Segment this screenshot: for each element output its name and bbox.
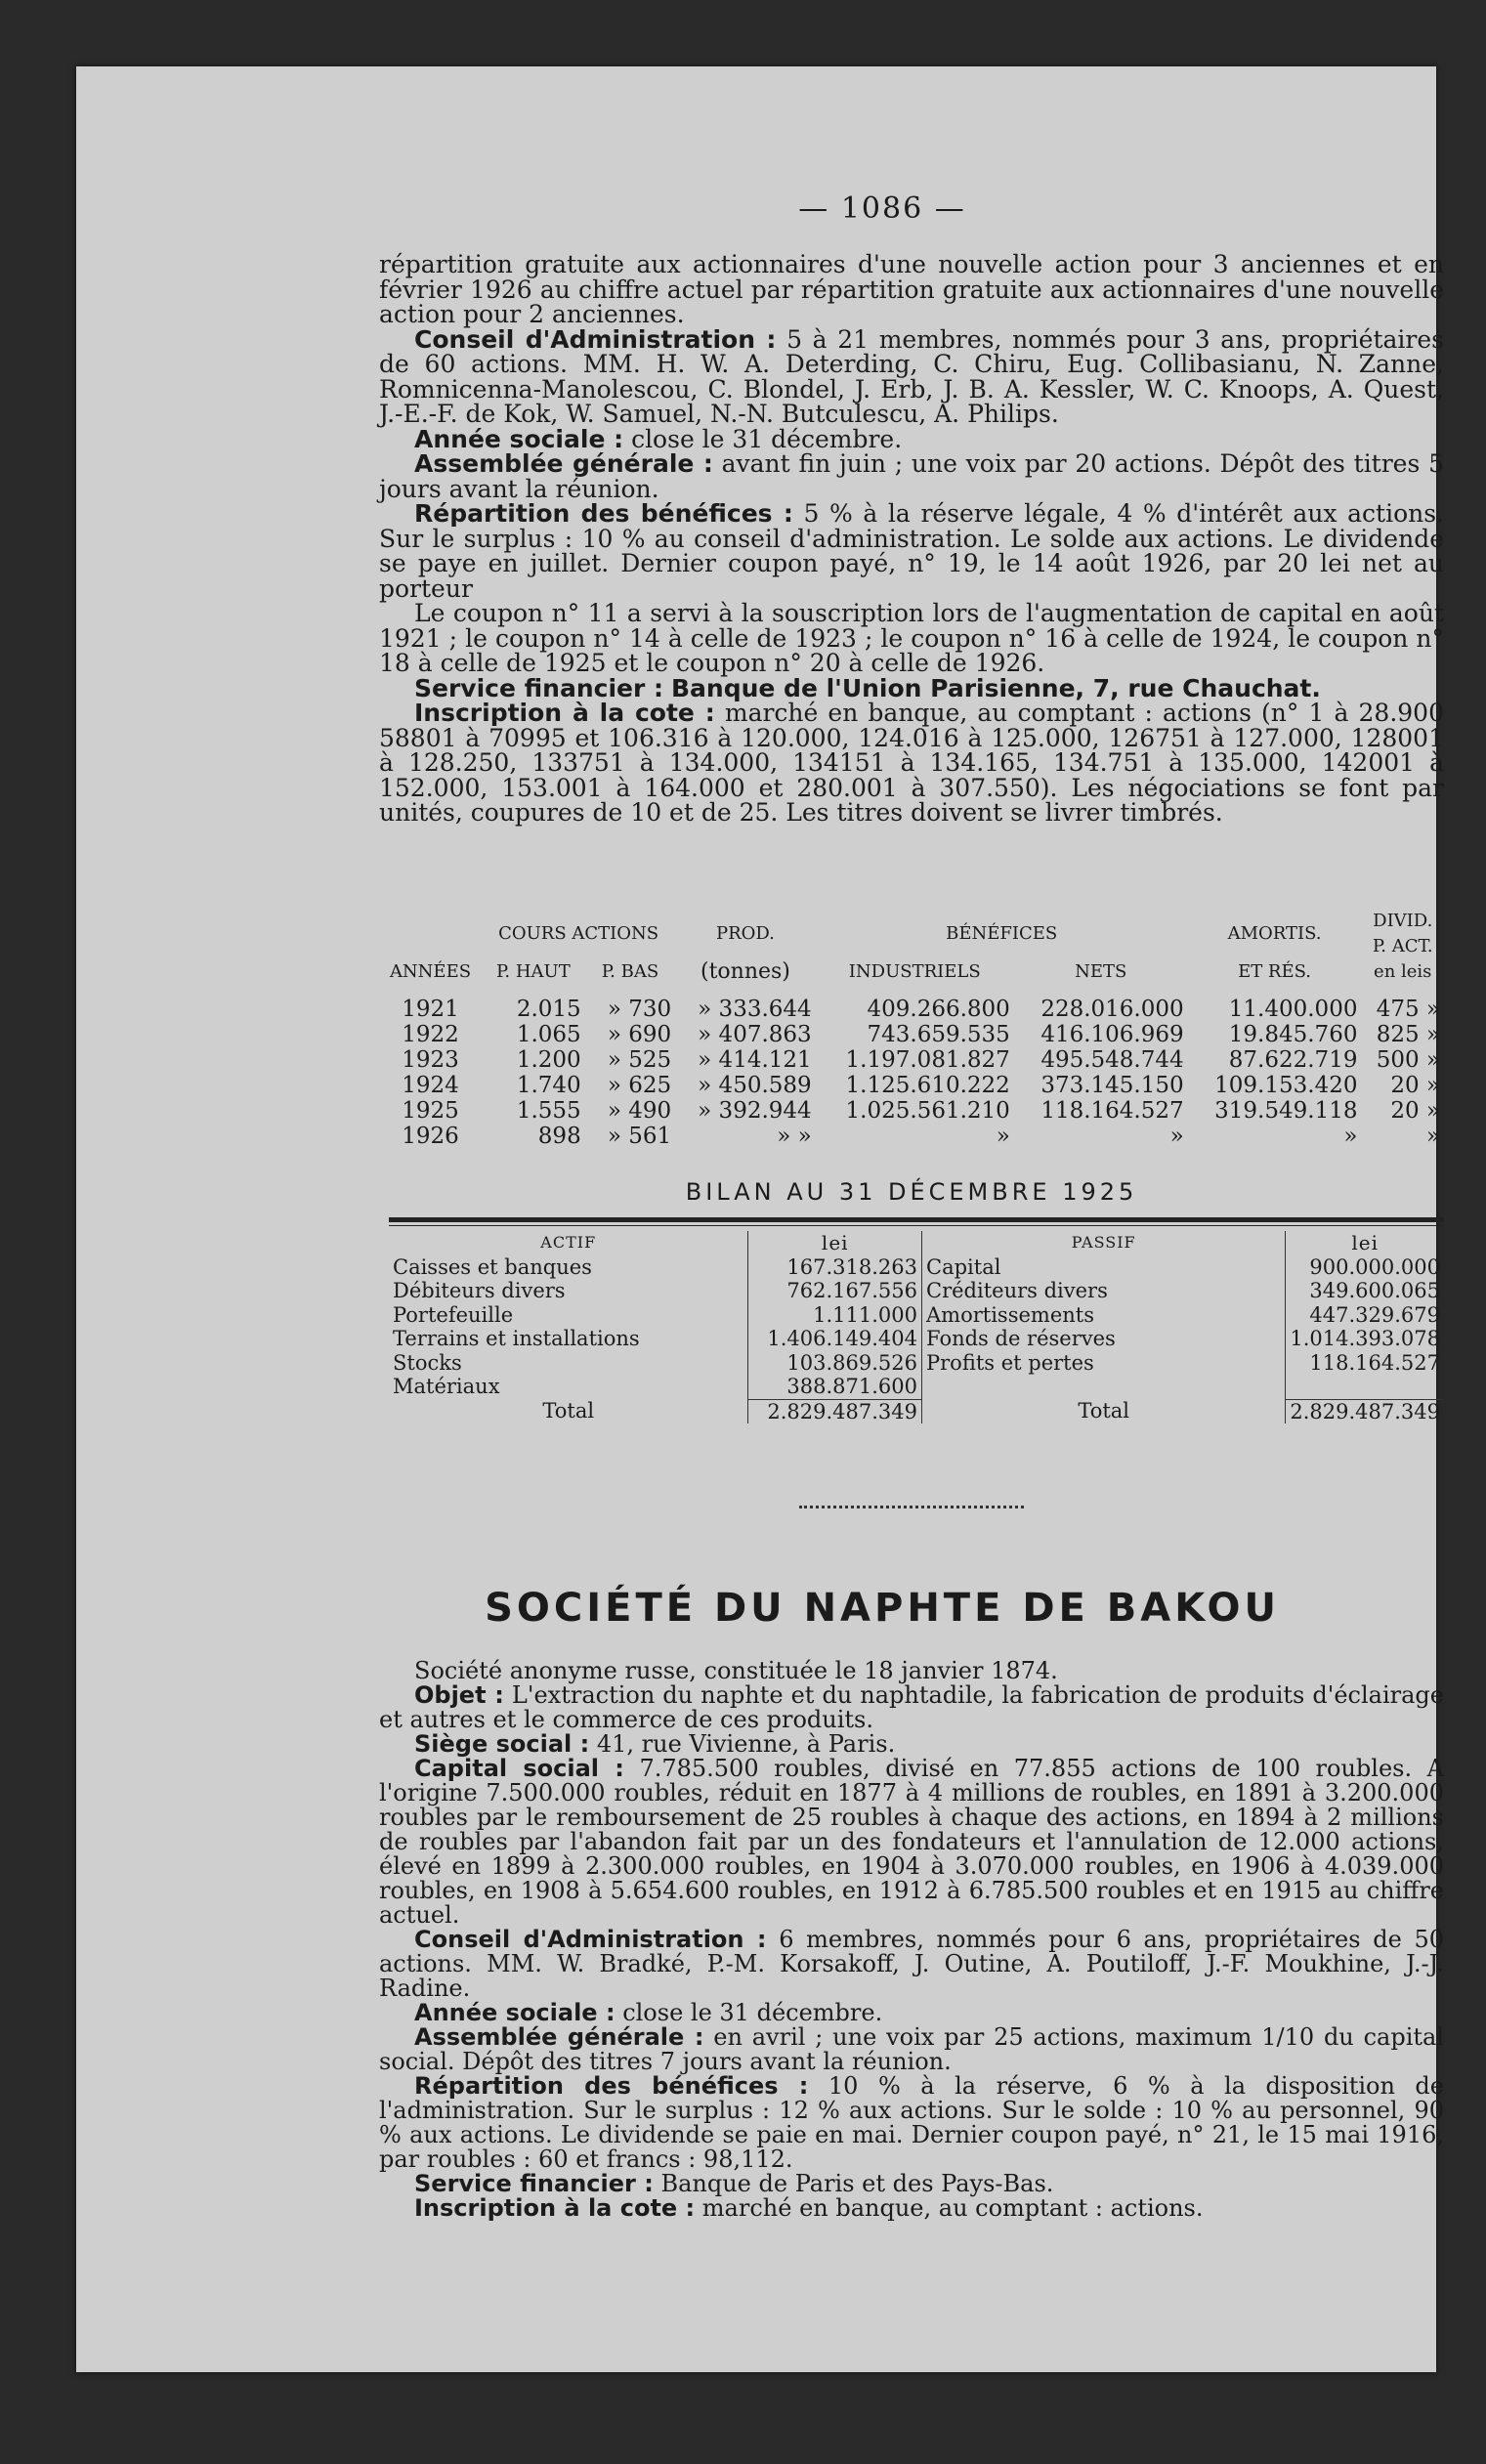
bilan-table [389,1231,1444,1423]
annee2-label: Année sociale : [414,1999,616,2026]
stats-table [379,909,1444,1149]
header-en-leis: en leis [1374,961,1432,982]
table-cell-amort: 19.845.760 [1228,1022,1358,1047]
company-title-2: SOCIÉTÉ DU NAPHTE DE BAKOU [485,1586,1280,1631]
table-cell-prod: » 333.644 [698,997,812,1022]
actif-total: 2.829.487.349 [748,1399,922,1423]
table-cell-amort: 319.549.118 [1214,1098,1358,1124]
header-cours: COURS ACTIONS [498,923,659,944]
service-label: Service financier : [414,673,664,702]
table-cell-div: 20 » [1390,1073,1440,1098]
table-row [379,997,1444,1022]
table-cell-ind: 1.125.610.222 [845,1073,1010,1098]
siege-text: 41, rue Vivienne, à Paris. [596,1730,896,1758]
header-benefices: BÉNÉFICES [946,923,1058,944]
conseil-label: Conseil d'Administration : [414,324,777,354]
table-cell-div: » [1425,1124,1440,1149]
annee2-paragraph [379,2001,1444,2025]
repartition-text: 5 % à la réserve légale, 4 % d'intérêt aux actions. Sur le surplus : 10 % au conseil d'administration. Le solde aux actions. Le dividende se paye en juillet. Dernier coupon payé, n° 19, le 14 août 1926, par 20 lei net au porteur [379,499,1445,603]
table-cell-ind: » [996,1124,1010,1149]
actif-value: 762.167.556 [748,1279,922,1303]
assemblee2-paragraph [379,2025,1444,2074]
table-cell-amort: 87.622.719 [1228,1047,1358,1073]
table-cell-prod: » 450.589 [698,1073,812,1098]
assemblee-text: avant fin juin ; une voix par 20 actions. Dépôt des titres 5 jours avant la réunion. [379,449,1444,503]
service2-text: Banque de Paris et des Pays-Bas. [660,2170,1054,2197]
table-cell-nets: 373.145.150 [1040,1073,1184,1098]
table-cell-nets: 416.106.969 [1040,1022,1184,1047]
passif-label: Capital [926,1254,1001,1279]
annee-text: close le 31 décembre. [631,424,903,453]
siege-paragraph [379,1732,1444,1757]
actif-value: 1.406.149.404 [748,1327,922,1351]
table-cell-prod: » 414.121 [698,1047,812,1073]
actif-label: Caisses et banques [393,1254,592,1279]
table-cell-annee: 1925 [402,1098,459,1124]
table-row [379,1098,1444,1124]
conseil2-paragraph [379,1928,1444,2001]
table-cell-annee: 1922 [402,1022,459,1047]
table-cell-div: 20 » [1390,1098,1440,1124]
table-cell-bas: » 490 [607,1098,672,1124]
table-cell-nets: 118.164.527 [1040,1098,1184,1124]
table-cell-annee: 1921 [402,997,459,1022]
passif-value: 118.164.527 [1286,1351,1444,1376]
objet-text: L'extraction du naphte et du naphtadile, la fabrication de produits d'éclairage et autres et le commerce de ces produits. [379,1681,1444,1733]
company-notice-2 [379,1659,1444,2221]
table-cell-nets: » [1169,1124,1184,1149]
passif-header: PASSIF [1071,1233,1136,1252]
assemblee2-label: Assemblée générale : [414,2023,704,2051]
header-prod: PROD. [715,923,775,944]
actif-value: 1.111.000 [748,1303,922,1328]
bilan-header-row [389,1231,1444,1255]
inscription2-text: marché en banque, au comptant : actions. [701,2194,1204,2222]
table-row [379,1073,1444,1098]
siege-label: Siège social : [414,1730,590,1758]
header-annees: ANNÉES [389,961,472,982]
table-cell-bas: » 730 [607,997,672,1022]
objet-paragraph [379,1683,1444,1732]
table-cell-bas: » 690 [607,1022,672,1047]
passif-unit: lei [1286,1231,1444,1255]
conseil-paragraph [379,324,1444,428]
table-row [389,1255,1444,1280]
actif-label: Débiteurs divers [393,1279,566,1302]
actif-value: 103.869.526 [748,1351,922,1376]
header-et-res: ET RÉS. [1238,961,1312,982]
repartition-paragraph [379,501,1444,601]
inscription-text: marché en banque, au comptant : actions (n° 1 à 28.900 58801 à 70995 et 106.316 à 120.000, 124.016 à 125.000, 126751 à 127.000, 128001 à 128.250, 133751 à 134.000, 134151 à 134.165, 134.751 à 135.000, 142001 à 152.000, 153.001 à 164.000 et 280.001 à 307.550). Les négociations se font par unités, coupures de 10 et de 25. Les titres doivent se livrer timbrés. [379,699,1444,827]
intro-paragraph: répartition gratuite aux actionnaires d'une nouvelle action pour 3 anciennes et en février 1926 au chiffre actuel par répartition gratuite aux actionnaires d'une nouvelle action pour 2 anciennes. [379,250,1444,328]
actif-unit: lei [748,1231,922,1255]
table-cell-div: 825 » [1376,1022,1440,1047]
actif-total-label: Total [542,1399,595,1423]
table-cell-annee: 1926 [402,1124,459,1149]
table-cell-nets: 495.548.744 [1040,1047,1184,1073]
header-divid [1361,909,1444,959]
bilan-body [389,1255,1444,1400]
capital-paragraph [379,1757,1444,1928]
table-row [389,1351,1444,1376]
repartition2-label: Répartition des bénéfices : [414,2072,809,2100]
repartition-label: Répartition des bénéfices : [414,499,793,528]
service-paragraph [379,673,1444,702]
table-cell-annee: 1923 [402,1047,459,1073]
table-cell-amort: 11.400.000 [1228,997,1358,1022]
stats-header-row-1 [379,909,1444,959]
service2-label: Service financier : [414,2170,654,2197]
header-industriels: INDUSTRIELS [848,961,981,982]
inscription2-label: Inscription à la cote : [414,2194,696,2222]
header-haut: P. HAUT [495,961,571,982]
inscription-label: Inscription à la cote : [414,699,715,727]
table-cell-haut: 2.015 [516,997,581,1022]
actif-header: ACTIF [540,1233,597,1252]
objet-label: Objet : [414,1681,504,1709]
table-cell-amort: » [1343,1124,1358,1149]
table-cell-ind: 1.025.561.210 [845,1098,1010,1124]
inscription2-paragraph [379,2196,1444,2221]
table-cell-bas: » 625 [607,1073,672,1098]
book-page [76,66,1445,2372]
bilan-title: BILAN AU 31 DÉCEMBRE 1925 [685,1178,1138,1206]
table-row [379,1124,1444,1149]
passif-label: Créditeurs divers [926,1279,1108,1302]
table-row [389,1279,1444,1303]
actif-value: 388.871.600 [748,1375,922,1399]
header-p-act: P. ACT. [1372,936,1433,956]
table-cell-prod: » 407.863 [698,1022,812,1047]
header-nets: NETS [1075,961,1127,982]
header-bas: P. BAS [601,961,659,982]
table-cell-haut: 1.065 [516,1022,581,1047]
table-cell-div: 500 » [1376,1047,1440,1073]
table-cell-ind: 1.197.081.827 [845,1047,1010,1073]
assemblee2-text: en avril ; une voix par 25 actions, maximum 1/10 du capital social. Dépôt des titres 7 jours avant la réunion. [379,2023,1444,2075]
conseil2-text: 6 membres, nommés pour 6 ans, propriétaires de 50 actions. MM. W. Bradké, P.-M. Korsakoff, J. Outine, A. Poutiloff, J.-F. Moukhine, J.-J. Radine. [379,1926,1444,2002]
passif-label: Profits et pertes [926,1350,1094,1375]
capital-text: 7.785.500 roubles, divisé en 77.855 actions de 100 roubles. A l'origine 7.500.000 roubles, réduit en 1877 à 4 millions de roubles, en 1891 à 3.200.000 roubles par le remboursement de 25 roubles à chaque des actions, en 1894 à 2 millions de roubles par l'abandon fait par un des fondateurs et l'annulation de 12.000 actions, élevé en 1899 à 2.300.000 roubles, en 1904 à 3.070.000 roubles, en 1906 à 4.039.000 roubles, en 1908 à 5.654.600 roubles, en 1912 à 6.785.500 roubles et en 1915 au chiffre actuel. [379,1755,1444,1929]
table-cell-haut: 1.200 [516,1047,581,1073]
table-cell-div: 475 » [1376,997,1440,1022]
annee-paragraph [379,424,1444,453]
table-cell-amort: 109.153.420 [1214,1073,1358,1098]
conseil-text: 5 à 21 membres, nommés pour 3 ans, propriétaires de 60 actions. MM. H. W. A. Deterding, C. Chiru, Eug. Collibasianu, N. Zanne, Romnicenna-Manolescou, C. Blondel, J. Erb, J. B. A. Kessler, W. C. Knoops, A. Quest, J.-E.-F. de Kok, W. Samuel, N.-N. Butculescu, A. Philips. [379,324,1444,428]
table-cell-haut: 1.555 [516,1098,581,1124]
passif-value: 349.600.065 [1286,1279,1444,1303]
passif-total-label: Total [1078,1399,1130,1423]
table-cell-prod: » 392.944 [698,1098,812,1124]
annee2-text: close le 31 décembre. [622,1999,883,2026]
passif-value: 900.000.000 [1286,1255,1444,1280]
table-row [389,1303,1444,1328]
passif-label: Fonds de réserves [926,1327,1116,1350]
passif-label [922,1375,1286,1399]
coupon-paragraph: Le coupon n° 11 a servi à la souscription lors de l'augmentation de capital en août 1921 ; le coupon n° 14 à celle de 1923 ; le coupon n° 16 à celle de 1924, le coupon n° 18 à celle de 1925 et le coupon n° 20 à celle de 1926. [379,599,1444,677]
repartition2-paragraph [379,2074,1444,2172]
actif-label: Stocks [393,1350,462,1375]
actif-label: Portefeuille [393,1302,514,1327]
page-number: — 1086 — [798,191,966,226]
annee-label: Année sociale : [414,424,624,453]
table-cell-haut: 1.740 [516,1073,581,1098]
passif-total: 2.829.487.349 [1286,1399,1444,1423]
table-cell-prod: » » [777,1124,812,1149]
passif-label: Amortissements [926,1302,1094,1327]
table-cell-haut: 898 [537,1124,581,1149]
table-cell-bas: » 525 [607,1047,672,1073]
assemblee-paragraph [379,451,1444,501]
passif-value [1286,1375,1444,1399]
table-row [379,1022,1444,1047]
stats-header-row-2 [379,959,1444,985]
passif-value: 447.329.679 [1286,1303,1444,1328]
passif-value: 1.014.393.078 [1286,1327,1444,1351]
bilan-rule [389,1217,1444,1226]
stats-body [379,997,1444,1149]
bilan-total-row [389,1399,1444,1423]
table-cell-ind: 409.266.800 [867,997,1010,1022]
actif-label: Terrains et installations [393,1327,640,1350]
header-prod-unit: (tonnes) [700,959,790,984]
actif-value: 167.318.263 [748,1255,922,1280]
service-text: Banque de l'Union Parisienne, 7, rue Chauchat. [670,673,1321,702]
table-cell-ind: 743.659.535 [867,1022,1010,1047]
conseil2-label: Conseil d'Administration : [414,1926,767,1953]
table-row [389,1375,1444,1399]
actif-label: Matériaux [393,1375,500,1399]
header-divid-label: DIVID. [1373,911,1433,931]
section-separator [799,1498,1024,1508]
company-notice-1 [379,252,1444,826]
inscription-paragraph [379,701,1444,826]
repartition2-text: 10 % à la réserve, 6 % à la disposition de l'administration. Sur le surplus : 12 % aux actions. Sur le solde : 10 % au personnel, 90 % aux actions. Le dividende se paie en mai. Dernier coupon payé, n° 21, le 15 mai 1916, par roubles : 60 et francs : 98,112. [379,2072,1444,2173]
assemblee-label: Assemblée générale : [414,449,713,478]
constitution-paragraph: Société anonyme russe, constituée le 18 janvier 1874. [414,1657,1058,1684]
table-cell-annee: 1924 [402,1073,459,1098]
capital-label: Capital social : [414,1755,624,1782]
header-empty [379,909,482,959]
table-row [389,1327,1444,1351]
table-cell-nets: 228.016.000 [1040,997,1184,1022]
table-cell-bas: » 561 [607,1124,672,1149]
table-row [379,1047,1444,1073]
header-amortis: AMORTIS. [1227,923,1322,944]
service2-paragraph [379,2172,1444,2196]
